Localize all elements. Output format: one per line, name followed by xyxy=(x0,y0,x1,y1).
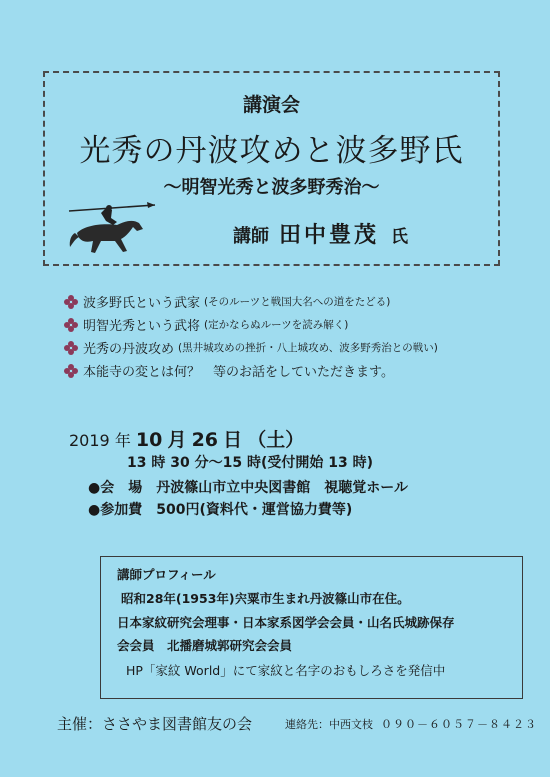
plum-blossom-icon xyxy=(63,363,79,379)
fee-value: 500円(資料代・運営協力費等) xyxy=(156,502,353,518)
profile-line: 昭和28年(1953年)宍粟市生まれ丹波篠山市在住。 xyxy=(121,591,410,606)
profile-line: 日本家紋研究会理事・日本家系図学会会員・山名氏城跡保存 xyxy=(117,615,455,630)
date-day-unit: 日 xyxy=(223,429,243,451)
date-weekday: （土） xyxy=(247,429,305,451)
date-day: 26 xyxy=(191,429,219,451)
topic-note: (黒井城攻めの挫折・八上城攻め、波多野秀治との戦い) xyxy=(178,342,438,354)
topic-note: (定かならぬルーツを読み解く) xyxy=(204,319,349,331)
date-year-unit: 年 xyxy=(114,431,131,450)
venue xyxy=(88,477,422,497)
date-month: 10 xyxy=(135,429,163,451)
list-item xyxy=(63,313,543,336)
fee xyxy=(88,499,366,519)
contact-phone: ０９０－６０５７－８４２３ xyxy=(381,718,537,731)
venue-value: 丹波篠山市立中央図書館 視聴覚ホール xyxy=(156,480,408,496)
event-date xyxy=(69,425,304,452)
organizer: 主催：ささやま図書館友の会 xyxy=(57,715,253,733)
fee-label: ●参加費 xyxy=(88,502,143,518)
topic-list xyxy=(63,290,543,382)
plum-blossom-icon xyxy=(63,317,79,333)
topic-main: 波多野氏という武家 xyxy=(83,296,201,311)
horse-rider-icon xyxy=(67,199,157,255)
event-title: 光秀の丹波攻めと波多野氏 xyxy=(79,133,464,169)
title-box xyxy=(43,71,500,266)
event-time: 13 時 30 分～15 時(受付開始 13 時) xyxy=(127,455,373,471)
profile-line: HP「家紋 World」にて家紋と名字のおもしろさを発信中 xyxy=(126,663,446,678)
event-type: 講演会 xyxy=(242,94,300,116)
list-item xyxy=(63,290,543,313)
date-month-unit: 月 xyxy=(167,429,187,451)
topic-main: 光秀の丹波攻め xyxy=(83,342,175,357)
topic-note: (そのルーツと戦国大名への道をたどる) xyxy=(204,296,391,308)
list-item xyxy=(63,359,543,382)
topic-main: 本能寺の変とは何？ 等のお話をしていただきます。 xyxy=(83,365,394,380)
profile-line: 会会員 北播磨城郭研究会会員 xyxy=(117,638,293,653)
topic-main: 明智光秀という武将 xyxy=(83,319,201,334)
event-subtitle: ～明智光秀と波多野秀治～ xyxy=(163,177,380,198)
plum-blossom-icon xyxy=(63,294,79,310)
lecturer-label: 講師 xyxy=(233,226,269,247)
list-item xyxy=(63,336,543,359)
lecturer-profile-box xyxy=(100,556,523,699)
profile-heading: 講師プロフィール xyxy=(117,567,216,582)
contact-label: 連絡先：中西文枝 xyxy=(285,718,373,731)
contact xyxy=(285,716,537,732)
lecturer xyxy=(233,218,408,249)
date-year: 2019 xyxy=(69,431,110,450)
lecturer-suffix: 氏 xyxy=(391,227,409,247)
plum-blossom-icon xyxy=(63,340,79,356)
venue-label: ●会 場 xyxy=(88,480,143,496)
lecturer-name: 田中豊茂 xyxy=(279,223,380,248)
